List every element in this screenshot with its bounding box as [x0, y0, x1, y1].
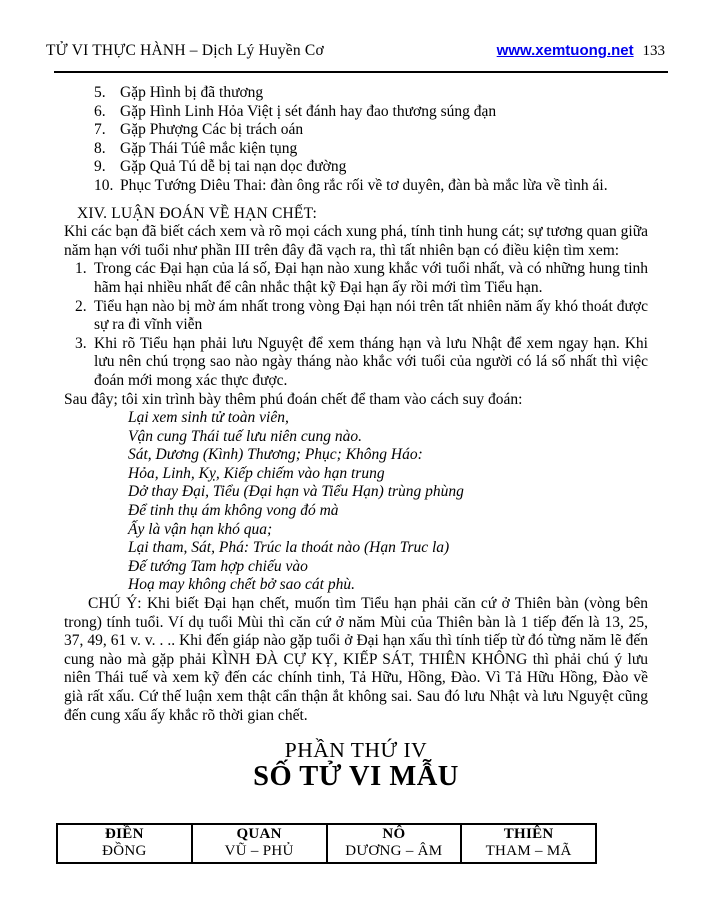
- verse-line: Sát, Dương (Kình) Thương; Phục; Không Háo:: [128, 446, 423, 464]
- advice-item-number: 3.: [75, 334, 87, 352]
- list-item-text: Gặp Thái Túê mắc kiện tụng: [120, 139, 298, 157]
- table-cell: [461, 824, 596, 863]
- section-heading: XIV. LUẬN ĐOÁN VỀ HẠN CHẾT:: [77, 204, 317, 222]
- verse-line: Để tinh thụ ám không vong đó mà: [128, 502, 339, 520]
- advice-item: [75, 298, 648, 335]
- advice-item: [75, 260, 648, 297]
- page-body: [64, 84, 648, 864]
- list-item-text: Phục Tướng Diêu Thai: đàn ông rắc rối về tơ duyên, đàn bà mắc lừa về tình ái.: [120, 176, 608, 194]
- website-link[interactable]: www.xemtuong.net: [496, 42, 634, 59]
- palace-name: THIÊN: [503, 826, 554, 843]
- list-item-number: 5.: [94, 84, 106, 101]
- verse-line: Đế tướng Tam hợp chiếu vào: [128, 557, 308, 575]
- palace-name: NÔ: [382, 826, 406, 843]
- advice-item-text: Khi rõ Tiểu hạn phải lưu Nguyệt để xem tháng hạn và lưu Nhật để xem ngay hạn. Khi lưu nên chú trọng sao nào ngày tháng nào khắc với tuổi của người có lá số nhất thì việc đoán mới mong xác thực được.: [94, 334, 648, 389]
- list-item: [94, 158, 648, 177]
- header-right: [497, 42, 665, 60]
- verse-line: Hỏa, Linh, Kỵ, Kiếp chiếm vào hạn trung: [128, 464, 385, 482]
- lead-in: Sau đây; tôi xin trình bày thêm phú đoán chết để tham vào cách suy đoán:: [64, 390, 523, 408]
- advice-item: [75, 335, 648, 391]
- list-item-number: 7.: [94, 121, 106, 139]
- list-item: [94, 177, 648, 196]
- table-cell: [192, 824, 327, 863]
- table-cell: [327, 824, 462, 863]
- list-item-number: 6.: [94, 102, 106, 120]
- list-item-text: Gặp Quả Tú dễ bị tai nạn dọc đường: [120, 158, 347, 176]
- palace-stars: VŨ – PHỦ: [224, 843, 294, 860]
- verse-line: Lại xem sinh tử toàn viên,: [128, 409, 289, 427]
- advice-item-number: 2.: [75, 297, 87, 315]
- section-intro: Khi các bạn đã biết cách xem và rõ mọi cách xung phá, tính tinh hung cát; sự tương quan giữa năm hạn với tuổi như phần III trên đây đã vạch ra, thì tất nhiên bạn có điều kiện tìm xem:: [64, 223, 648, 259]
- verse-line: Ấy là vận hạn khó qua;: [128, 520, 273, 538]
- verse-line: Hoạ may không chết bở sao cát phù.: [128, 576, 355, 594]
- table-row: [57, 824, 596, 863]
- palace-name: ĐIỀN: [105, 826, 144, 843]
- verse-line: Dở thay Đại, Tiểu (Đại hạn và Tiểu Hạn) trùng phùng: [128, 483, 464, 501]
- palace-stars: THAM – MÃ: [485, 843, 572, 860]
- list-item: [94, 103, 648, 122]
- list-item: [94, 121, 648, 140]
- palace-name: QUAN: [236, 826, 282, 843]
- list-item: [94, 84, 648, 103]
- list-item-number: 10.: [94, 176, 114, 194]
- page-header: [46, 42, 665, 60]
- palace-table: [56, 823, 597, 864]
- book-title: TỬ VI THỰC HÀNH – Dịch Lý Huyền Cơ: [46, 42, 324, 59]
- list-item-text: Gặp Phượng Các bị trách oán: [120, 121, 304, 139]
- page-number: 133: [642, 43, 665, 59]
- advice-item-text: Trong các Đại hạn của lá số, Đại hạn nào xung khắc với tuổi nhất, và có những hung tinh hãm hại nhiều nhất để cân nhắc thật kỹ Đại hạn ấy rồi mới tìm Tiểu hạn.: [94, 260, 648, 296]
- part-title: SỐ TỬ VI MẪU: [253, 761, 459, 793]
- list-item-text: Gặp Hình Linh Hỏa Việt ị sét đánh hay đao thương súng đạn: [120, 102, 497, 120]
- verse-line: Vận cung Thái tuế lưu niên cung nào.: [128, 427, 363, 445]
- list-item-number: 8.: [94, 139, 106, 157]
- verse-block: [128, 409, 648, 595]
- advice-item-text: Tiểu hạn nào bị mờ ám nhất trong vòng Đại hạn nói trên tất nhiên năm ấy khó thoát được sự ra đi vĩnh viễn: [94, 297, 648, 334]
- part-heading: PHẦN THỨ IV: [284, 738, 428, 763]
- advice-item-number: 1.: [75, 260, 87, 278]
- verse-line: Lại tham, Sát, Phá: Trúc la thoát nào (Hạn Truc la): [128, 539, 450, 557]
- list-item-number: 9.: [94, 158, 106, 176]
- header-divider: [54, 71, 668, 73]
- effects-list: [94, 84, 648, 196]
- table-cell: [57, 824, 192, 863]
- list-item: [94, 140, 648, 159]
- palace-stars: ĐỒNG: [102, 843, 147, 860]
- list-item-text: Gặp Hình bị đã thương: [120, 84, 264, 101]
- note-paragraph: CHÚ Ý: Khi biết Đại hạn chết, muốn tìm Tiểu hạn phải căn cứ ở Thiên bàn (vòng bên trong) tính tuổi. Ví dụ tuổi Mùi thì căn cứ ở năm Mùi của Thiên bàn là 1 tiếp đến là 13, 25, 37, 49, 61 v. v. . .. Khi đến giáp nào gặp tuổi ở Đại hạn xấu thì tính tiếp từ đó từng năm lẽ đến cung nào mà gặp phải KÌNH ĐÀ CỰ KỴ, KIẾP SÁT, THIÊN KHÔNG thì phải chú ý lưu niên Thái tuế và xem kỹ đến các chính tinh, Tả Hữu, Hồng, Đào. Vì Tả Hữu Hồng, Đào về già rất xấu. Cứ thế luận xem thật cẩn thận ắt không sai. Sau đó lưu Nhật và lưu Nguyệt cũng đến cung xấu ấy khắc rõ thời gian chết.: [64, 595, 648, 724]
- palace-stars: DƯƠNG – ÂM: [345, 843, 443, 860]
